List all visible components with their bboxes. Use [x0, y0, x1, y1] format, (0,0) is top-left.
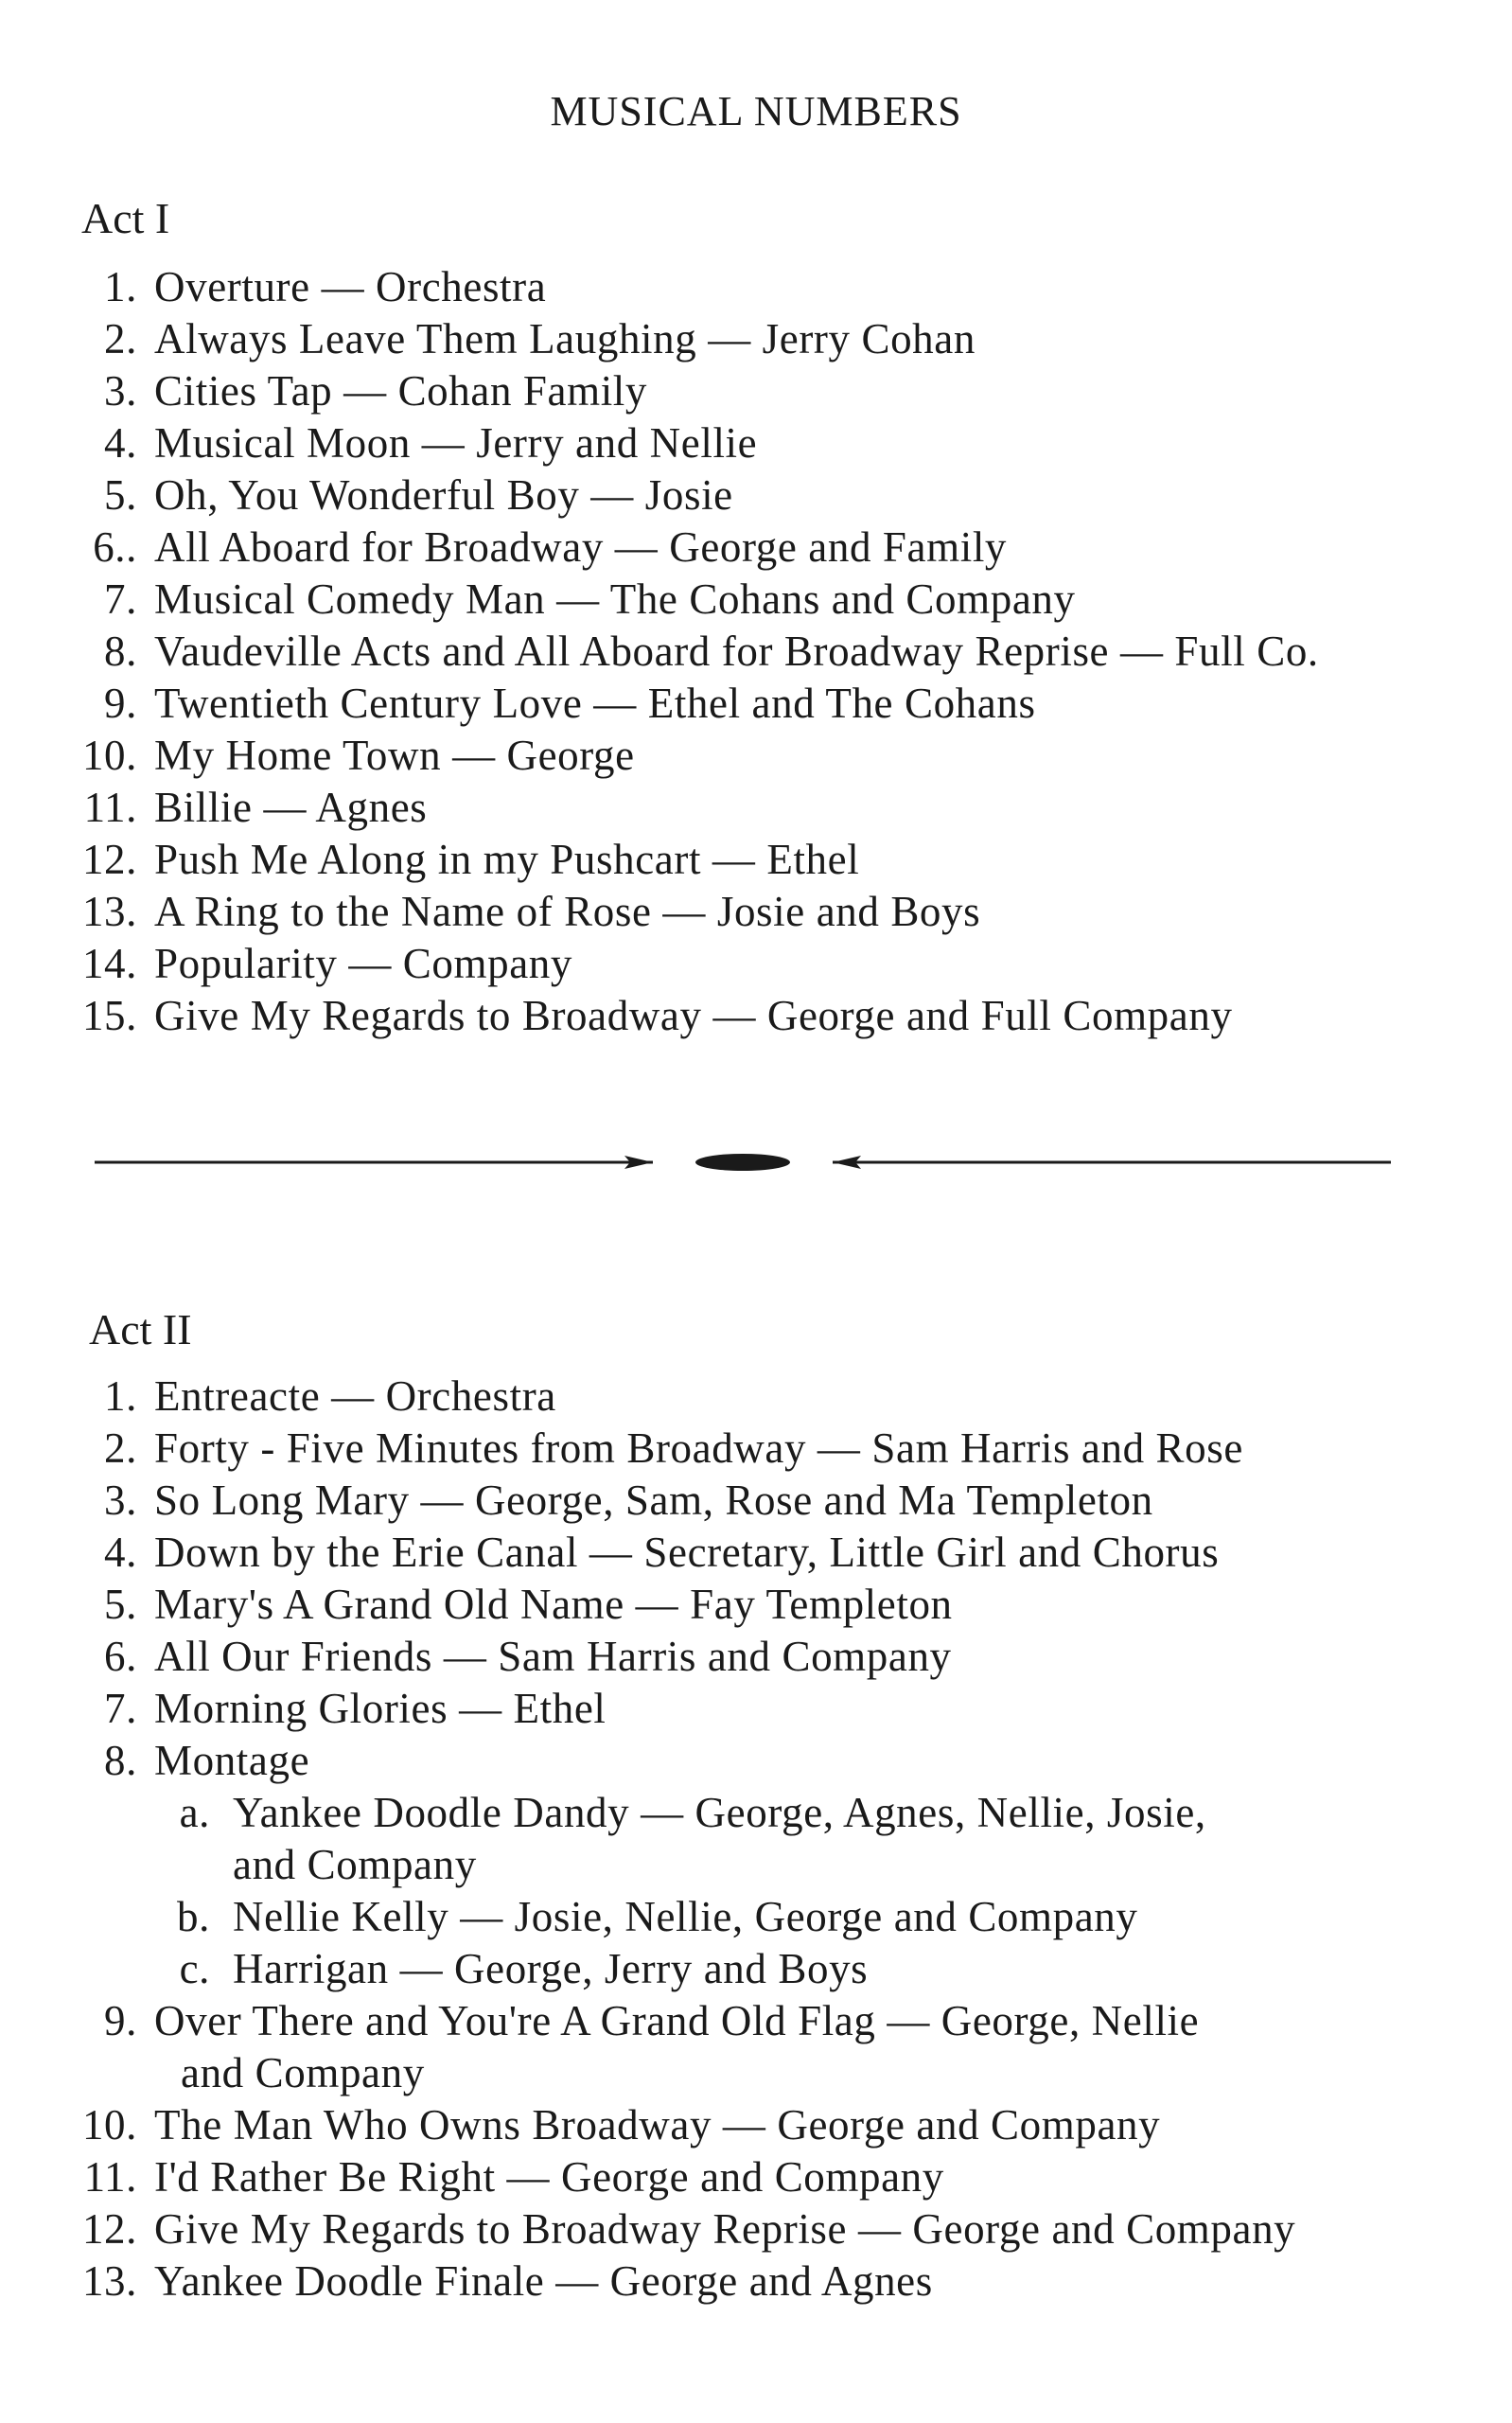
item-number: 4. — [104, 419, 137, 467]
song-entry: Entreacte — Orchestra — [154, 1372, 556, 1420]
song-entry-text: Over There and You're A Grand Old Flag — George, Nellie — [154, 1997, 1200, 2044]
list-item — [38, 2099, 1495, 2151]
montage-label: b. — [177, 1893, 210, 1940]
item-number: 8. — [104, 1737, 137, 1784]
song-entry: Push Me Along in my Pushcart — Ethel — [154, 836, 860, 883]
act-1-song-list — [38, 261, 1495, 1042]
ornamental-divider — [95, 1143, 1391, 1181]
song-entry: Down by the Erie Canal — Secretary, Little Girl and Chorus — [154, 1529, 1220, 1576]
list-item — [38, 469, 1495, 522]
act-2-song-list — [38, 1371, 1495, 2308]
item-number: 12. — [81, 2205, 137, 2253]
list-item — [38, 626, 1495, 678]
list-item — [38, 1371, 1495, 1423]
song-entry: Yankee Doodle Finale — George and Agnes — [154, 2257, 933, 2305]
song-entry: Oh, You Wonderful Boy — Josie — [154, 471, 733, 519]
item-number: 9. — [104, 680, 137, 727]
list-item — [38, 574, 1495, 626]
item-number: 10. — [81, 2101, 137, 2149]
montage-item — [38, 1891, 1495, 1943]
list-item — [38, 1631, 1495, 1683]
item-number: 9. — [104, 1997, 137, 2044]
song-entry-continuation: and Company — [181, 2049, 425, 2096]
montage-item — [38, 1943, 1495, 1995]
item-number: 10. — [81, 732, 137, 779]
montage-label: a. — [179, 1789, 210, 1836]
song-entry: Overture — Orchestra — [154, 263, 547, 310]
list-item — [38, 1995, 1495, 2099]
song-entry: Cities Tap — Cohan Family — [154, 367, 648, 415]
act-2-heading: Act II — [89, 1305, 192, 1353]
song-entry: All Our Friends — Sam Harris and Company — [154, 1633, 952, 1680]
montage-entry — [210, 1787, 1368, 1891]
item-number: 3. — [104, 1477, 137, 1524]
list-item — [38, 522, 1495, 574]
song-entry: Twentieth Century Love — Ethel and The Cohans — [154, 680, 1036, 727]
item-number: 2. — [104, 315, 137, 363]
montage-entry: Harrigan — George, Jerry and Boys — [233, 1945, 869, 1992]
list-item — [38, 678, 1495, 730]
song-entry: Popularity — Company — [154, 940, 572, 987]
song-entry: Forty - Five Minutes from Broadway — Sam Harris and Rose — [154, 1424, 1243, 1472]
list-item — [38, 1579, 1495, 1631]
item-number: 11. — [83, 784, 137, 831]
song-entry: All Aboard for Broadway — George and Family — [154, 523, 1008, 571]
item-number: 14. — [81, 940, 137, 987]
song-entry: Give My Regards to Broadway Reprise — George and Company — [154, 2205, 1296, 2253]
song-entry: Vaudeville Acts and All Aboard for Broadway Reprise — Full Co. — [154, 628, 1319, 675]
montage-label: c. — [179, 1945, 210, 1992]
divider-center-ornament — [695, 1154, 790, 1171]
song-entry: Musical Moon — Jerry and Nellie — [154, 419, 758, 467]
item-number: 6.. — [93, 523, 137, 571]
item-number: 7. — [104, 1685, 137, 1732]
item-number: 6. — [104, 1633, 137, 1680]
list-item — [38, 834, 1495, 886]
list-item — [38, 365, 1495, 417]
item-number: 12. — [81, 836, 137, 883]
song-entry: Give My Regards to Broadway — George and Full Company — [154, 992, 1233, 1039]
item-number: 11. — [83, 2153, 137, 2201]
list-item — [38, 313, 1495, 365]
list-item — [38, 2255, 1495, 2308]
list-item — [38, 1683, 1495, 1735]
song-entry: Montage — [154, 1737, 310, 1784]
song-entry: My Home Town — George — [154, 732, 635, 779]
item-number: 2. — [104, 1424, 137, 1472]
list-item — [38, 1475, 1495, 1527]
list-item — [38, 417, 1495, 469]
act-1-heading: Act I — [81, 194, 170, 242]
item-number: 5. — [104, 1581, 137, 1628]
item-number: 13. — [81, 2257, 137, 2305]
item-number: 1. — [104, 1372, 137, 1420]
item-number: 15. — [81, 992, 137, 1039]
list-item — [38, 1735, 1495, 1787]
song-entry: Musical Comedy Man — The Cohans and Company — [154, 575, 1076, 623]
list-item — [38, 2151, 1495, 2203]
montage-entry-text: Yankee Doodle Dandy — George, Agnes, Nellie, Josie, — [233, 1789, 1206, 1836]
list-item — [38, 990, 1495, 1042]
song-entry: Always Leave Them Laughing — Jerry Cohan — [154, 315, 976, 363]
song-entry: Billie — Agnes — [154, 784, 428, 831]
list-item — [38, 1527, 1495, 1579]
song-entry: The Man Who Owns Broadway — George and Company — [154, 2101, 1161, 2149]
montage-entry-continuation: and Company — [233, 1841, 477, 1888]
list-item — [38, 261, 1495, 313]
song-entry: Morning Glories — Ethel — [154, 1685, 607, 1732]
song-entry: Mary's A Grand Old Name — Fay Templeton — [154, 1581, 953, 1628]
montage-item — [38, 1787, 1495, 1891]
list-item — [38, 938, 1495, 990]
song-entry: So Long Mary — George, Sam, Rose and Ma Templeton — [154, 1477, 1153, 1524]
list-item — [38, 782, 1495, 834]
list-item — [38, 2203, 1495, 2255]
item-number: 5. — [104, 471, 137, 519]
item-number: 7. — [104, 575, 137, 623]
item-number: 13. — [81, 888, 137, 935]
list-item — [38, 1423, 1495, 1475]
song-entry: A Ring to the Name of Rose — Josie and Boys — [154, 888, 981, 935]
item-number: 8. — [104, 628, 137, 675]
song-entry — [137, 1995, 1403, 2099]
montage-entry: Nellie Kelly — Josie, Nellie, George and Company — [233, 1893, 1138, 1940]
list-item — [38, 886, 1495, 938]
item-number: 4. — [104, 1529, 137, 1576]
list-item — [38, 730, 1495, 782]
montage-list — [38, 1787, 1495, 1995]
montage-sublist — [38, 1787, 1495, 1995]
song-entry: I'd Rather Be Right — George and Company — [154, 2153, 944, 2201]
page-title: MUSICAL NUMBERS — [550, 88, 962, 134]
item-number: 3. — [104, 367, 137, 415]
item-number: 1. — [104, 263, 137, 310]
